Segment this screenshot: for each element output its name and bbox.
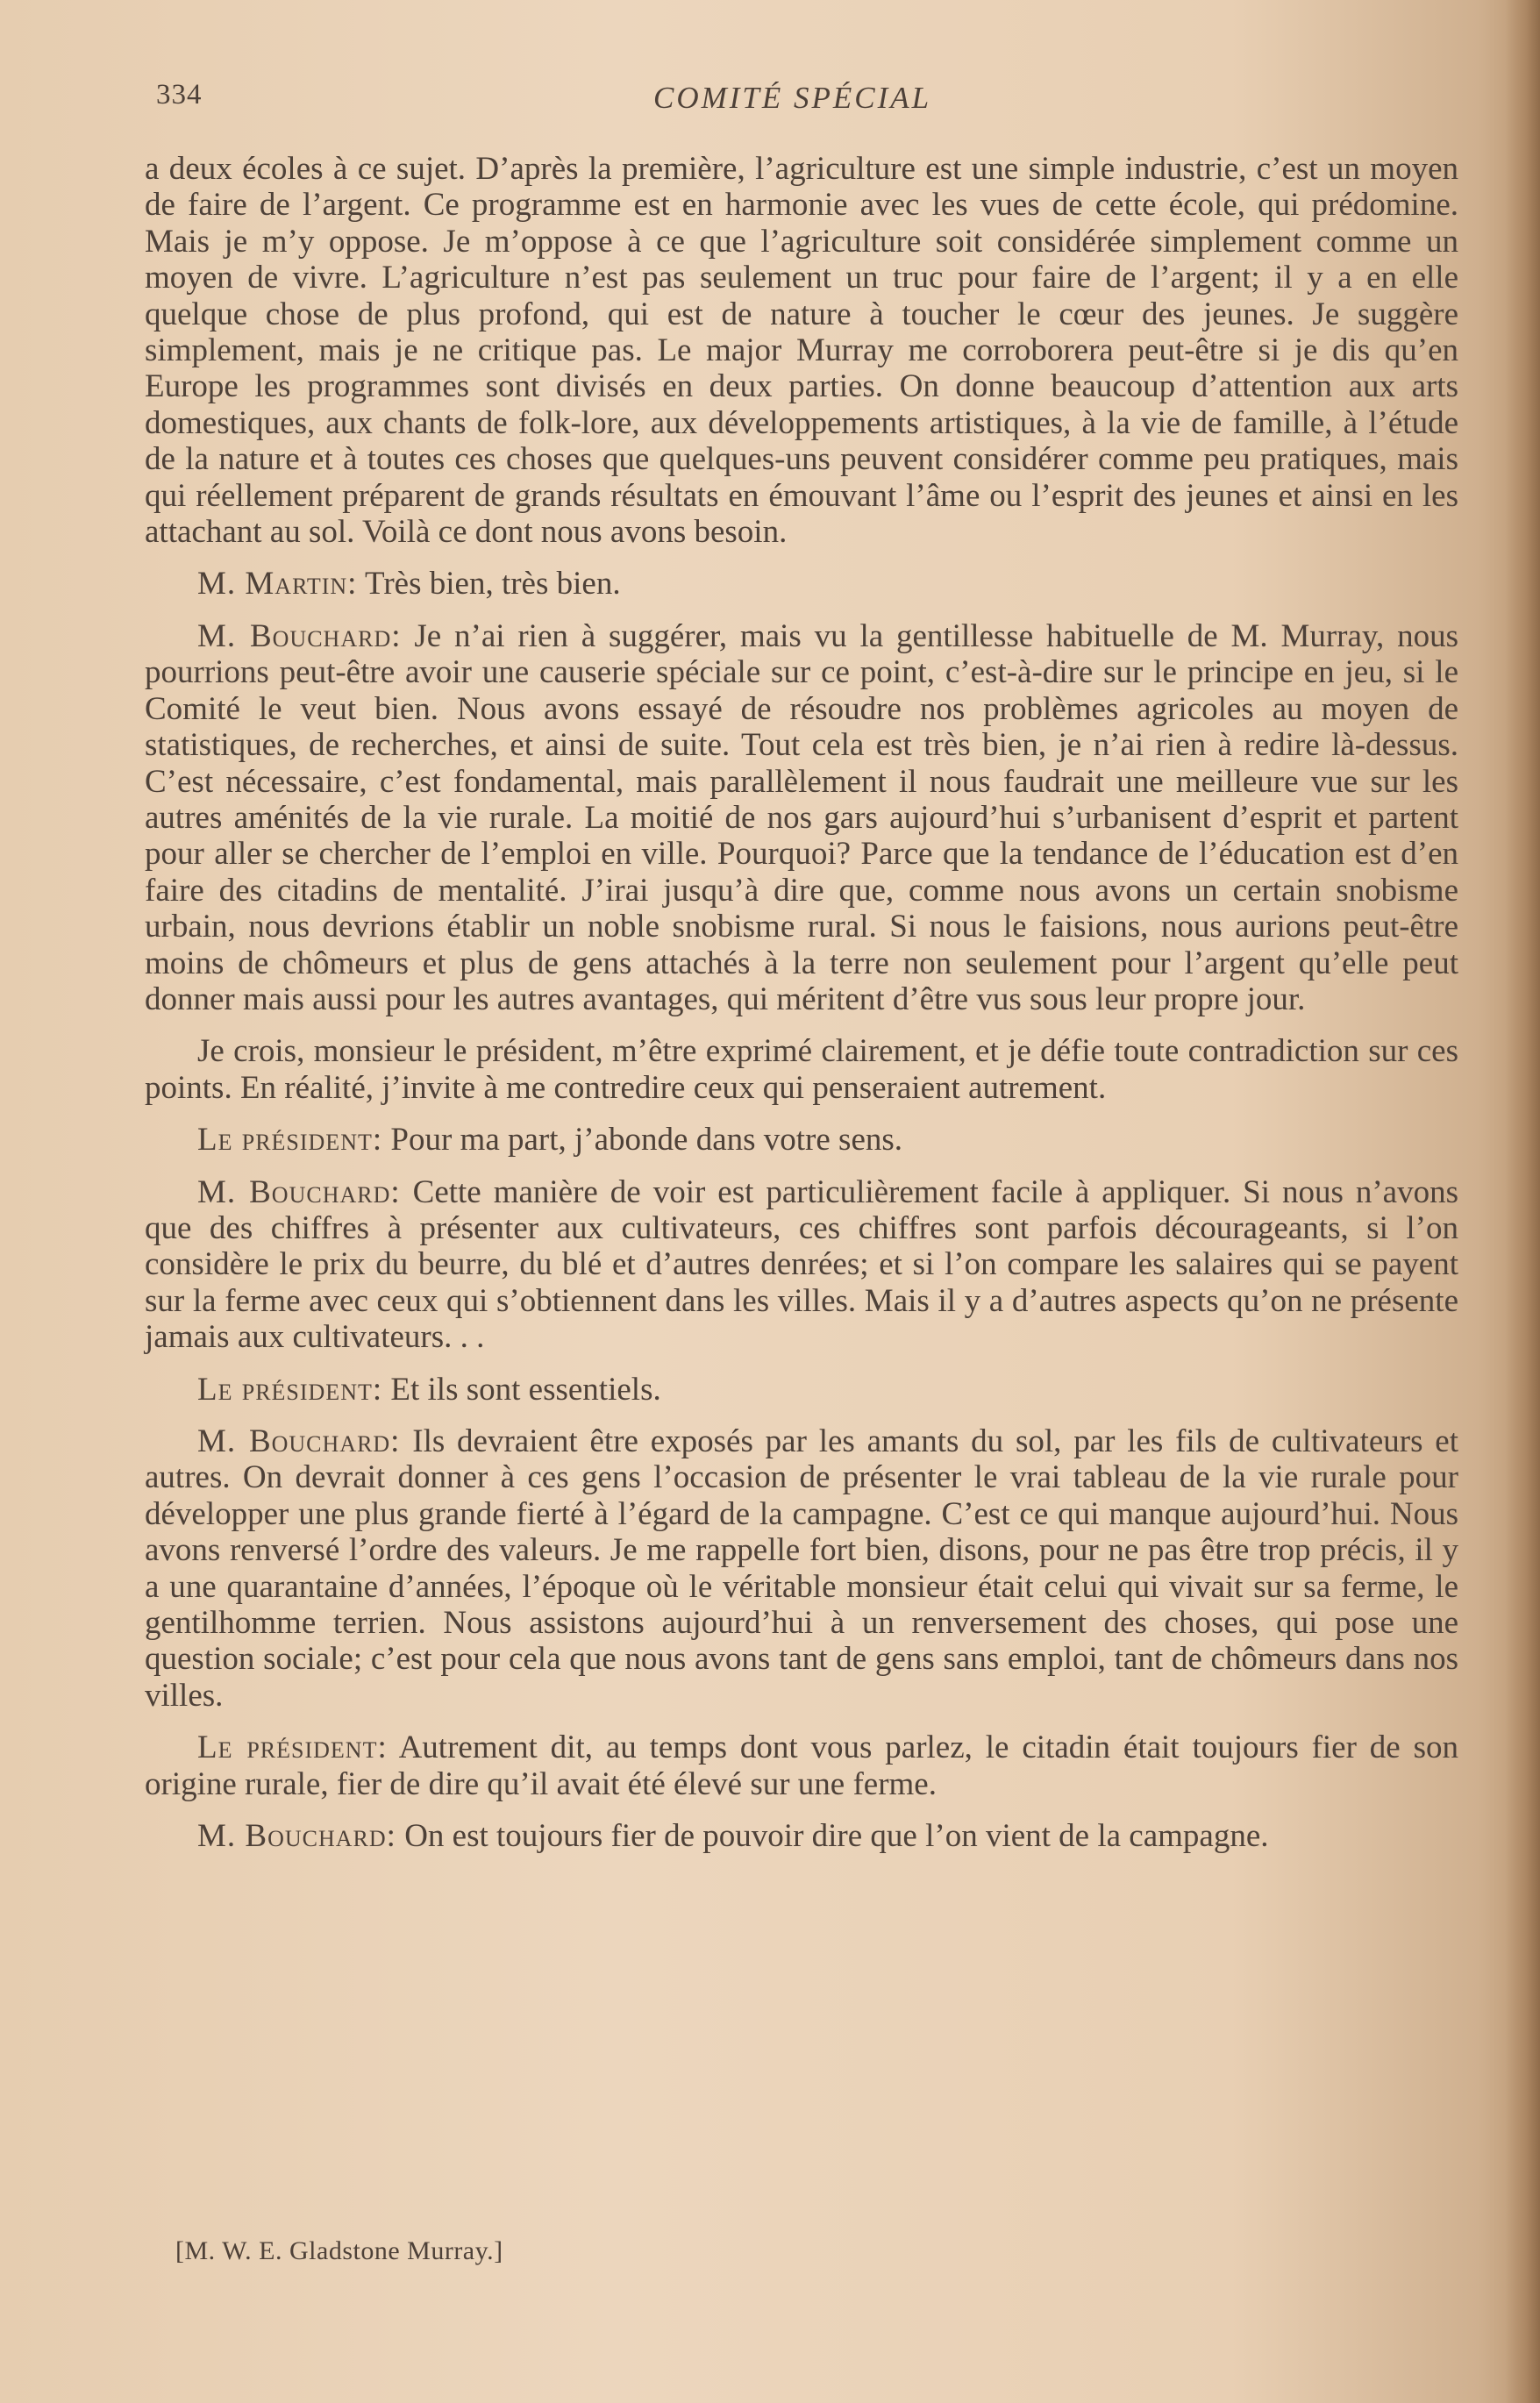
- paragraph-text: On est toujours fier de pouvoir dire que l’on vient de la campagne.: [404, 1818, 1269, 1855]
- page-number: 334: [156, 79, 203, 111]
- paragraph-text: Très bien, très bien.: [365, 566, 621, 603]
- running-head: COMITÉ SPÉCIAL: [653, 81, 932, 115]
- speaker-name: Le président:: [197, 1729, 388, 1766]
- speaker-name: Le président:: [197, 1371, 383, 1408]
- paragraph: [145, 566, 1458, 602]
- paragraph: [145, 1033, 1458, 1106]
- paragraph: [145, 618, 1458, 1017]
- paragraph-text: Ils devraient être exposés par les amants du sol, par les fils de cultivateurs et autres. On devrait donner à ces gens l’occasion de présenter le vrai tableau de la vie rurale pour développer une plus grande fierté à l’égard de la campagne. C’est ce qui manque aujourd’hui. Nous avons renversé l’ordre des valeurs. Je me rappelle fort bien, disons, pour ne pas être trop précis, il y a une quarantaine d’années, l’époque où le véritable monsieur était celui qui vivait sur sa ferme, le gentilhomme terrien. Nous assistons aujourd’hui à un renversement des choses, qui pose une question sociale; c’est pour cela que nous avons tant de gens sans emploi, tant de chômeurs dans nos villes.: [145, 1423, 1458, 1714]
- paragraph: [145, 1372, 1458, 1408]
- page-edge-shadow: [1505, 0, 1540, 2403]
- paragraph-text: Et ils sont essentiels.: [390, 1371, 661, 1408]
- paragraph: [145, 1423, 1458, 1714]
- footnote-witness: [M. W. E. Gladstone Murray.]: [175, 2236, 503, 2265]
- speaker-name: Le président:: [197, 1122, 383, 1159]
- paragraph-text: Pour ma part, j’abonde dans votre sens.: [390, 1122, 903, 1159]
- speaker-name: M. Bouchard:: [197, 617, 402, 654]
- body-text: [145, 151, 1458, 1870]
- paragraph-text: Autrement dit, au temps dont vous parlez, le citadin était toujours fier de son origine rurale, fier de dire qu’il avait été élevé sur une ferme.: [145, 1729, 1458, 1802]
- speaker-name: M. Martin:: [197, 566, 358, 603]
- paragraph: [145, 1174, 1458, 1356]
- paragraph: [145, 1818, 1458, 1854]
- paragraph-text: Je crois, monsieur le président, m’être exprimé clairement, et je défie toute contradiction sur ces points. En réalité, j’invite à me contredire ceux qui penseraient autrement.: [145, 1033, 1458, 1106]
- speaker-name: M. Bouchard:: [197, 1818, 396, 1855]
- paragraph-text: a deux écoles à ce sujet. D’après la première, l’agriculture est une simple industrie, c’est un moyen de faire de l’argent. Ce programme est en harmonie avec les vues de cette école, qui prédomine. Mais je m’y oppose. Je m’oppose à ce que l’agriculture soit considérée simplement comme un moyen de vivre. L’agriculture n’est pas seulement un truc pour faire de l’argent; il y a en elle quelque chose de plus profond, qui est de nature à toucher le cœur des jeunes. Je suggère simplement, mais je ne critique pas. Le major Murray me corroborera peut-être si je dis qu’en Europe les programmes sont divisés en deux parties. On donne beaucoup d’attention aux arts domestiques, aux chants de folk-lore, aux développements artistiques, à la vie de famille, à l’étude de la nature et à toutes ces choses que quelques-uns peuvent considérer comme peu pratiques, mais qui réellement préparent de grands résultats en émouvant l’âme ou l’esprit des jeunes et ainsi en les attachant au sol. Voilà ce dont nous avons besoin.: [145, 151, 1458, 551]
- speaker-name: M. Bouchard:: [197, 1423, 401, 1459]
- paragraph-text: Cette manière de voir est particulièrement facile à appliquer. Si nous n’avons que des chiffres à présenter aux cultivateurs, ces chiffres sont parfois décourageants, si l’on considère le prix du beurre, du blé et d’autres denrées; et si l’on compare les salaires qui se payent sur la ferme avec ceux qui s’obtiennent dans les villes. Mais il y a d’autres aspects qu’on ne présente jamais aux cultivateurs. . .: [145, 1173, 1459, 1356]
- paragraph: [145, 1122, 1458, 1158]
- paragraph: [145, 151, 1458, 550]
- paragraph: [145, 1729, 1458, 1802]
- paragraph-text: Je n’ai rien à suggérer, mais vu la gentillesse habituelle de M. Murray, nous pourrions peut-être avoir une causerie spéciale sur ce point, c’est-à-dire sur le principe en jeu, si le Comité le veut bien. Nous avons essayé de résoudre nos problèmes agricoles au moyen de statistiques, de recherches, et ainsi de suite. Tout cela est très bien, je n’ai rien à redire là-dessus. C’est nécessaire, c’est fondamental, mais parallèlement il nous faudrait une meilleure vue sur les autres aménités de la vie rurale. La moitié de nos gars aujourd’hui s’urbanisent d’esprit et partent pour aller se chercher de l’emploi en ville. Pourquoi? Parce que la tendance de l’éducation est d’en faire des citadins de mentalité. J’irai jusqu’à dire que, comme nous avons un certain snobisme urbain, nous devrions établir un noble snobisme rural. Si nous le faisions, nous aurions peut-être moins de chômeurs et plus de gens attachés à la terre non seulement pour l’argent qu’elle peut donner mais aussi pour les autres avantages, qui méritent d’être vus sous leur propre jour.: [145, 617, 1458, 1017]
- speaker-name: M. Bouchard:: [197, 1173, 401, 1210]
